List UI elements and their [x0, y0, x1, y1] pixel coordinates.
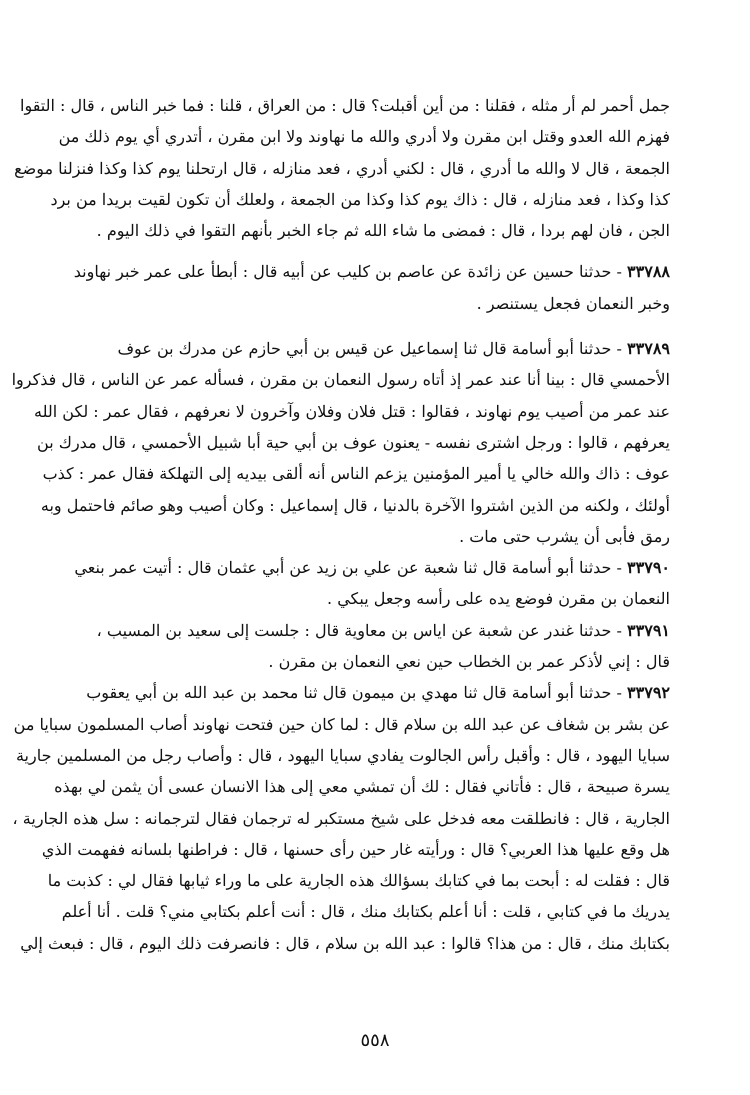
hadith-number: ٣٣٧٩١ [627, 620, 670, 640]
text-line: عند عمر من أصيب يوم نهاوند ، فقالوا : قتل فلان وفلان وآخرون لا نعرفهم ، فقال عمر : لكن الله [34, 401, 670, 421]
text-line: أولئك ، ولكنه من الذين اشتروا الآخرة بالدنيا ، قال إسماعيل : وكان أصيب وهو صائم فاحتمل وبه [40, 495, 670, 515]
text-line: سبايا اليهود ، قال : وأقبل رأس الجالوت يفادي سبايا اليهود ، قال : وأصاب رجل من المسلمين جارية [15, 745, 670, 765]
paragraph-continuation [14, 90, 670, 246]
text-line: الجن ، فان لهم بردا ، قال : فمضى ما شاء الله ثم جاء الخبر بأنهم التقوا في ذلك اليوم . [96, 221, 670, 241]
text-line: الأحمسي قال : بينا أنا عند عمر إذ أتاه رسول النعمان بن مقرن ، فسأله عمر عن الناس ، قال فذكروا [11, 370, 670, 390]
text-line [80, 677, 670, 708]
text-line: قال : إني لأذكر عمر بن الخطاب حين نعي النعمان بن مقرن . [268, 652, 670, 672]
text-line: كذا وكذا ، فعد منازله ، قال : ذاك يوم كذا وكذا من الجمعة ، ولعلك أن تكون لقيت بريدا من برد [50, 189, 670, 209]
text-line: فهزم الله العدو وقتل ابن مقرن ولا أدري والله ما نهاوند ولا ابن مقرن ، أتدري أي يوم ذلك من [58, 127, 670, 147]
hadith-number: ٣٣٧٨٩ [627, 339, 670, 359]
text-line-body: - حدثنا أبو أسامة قال ثنا إسماعيل عن قيس بن أبي حازم عن مدرك بن عوف [117, 339, 622, 359]
text-line [80, 333, 670, 364]
page-body [11, 90, 670, 959]
text-line: بكتابك منك ، قال : من هذا؟ قالوا : عبد الله بن سلام ، قال : فانصرفت ذلك اليوم ، قال : فبعث إلي [20, 933, 670, 953]
text-line: عن بشر بن شغاف عن عبد الله بن سلام قال : لما كان حين فتحت نهاوند أصاب المسلمون سبايا من [13, 714, 670, 734]
hadith-number: ٣٣٧٩٢ [627, 683, 670, 703]
hadith-33788 [73, 256, 670, 319]
hadith-33792 [12, 677, 670, 959]
hadith-33790 [74, 552, 670, 615]
text-line-body: - حدثنا غندر عن شعبة عن اياس بن معاوية قال : جلست إلى سعيد بن المسيب ، [96, 620, 622, 640]
page-number: ٥٥٨ [360, 1030, 390, 1051]
text-line: قال : فقلت له : أبحت بما في كتابك بسؤالك هذه الجارية على ما وراء ثيابها فقال لي : كذبت ما [47, 871, 670, 891]
text-line-body: - حدثنا حسين عن زائدة عن عاصم بن كليب عن أبيه قال : أبطأ على عمر خبر نهاوند [73, 262, 622, 282]
text-line [73, 256, 670, 287]
hadith-33791 [80, 615, 670, 678]
text-line: وخبر النعمان فجعل يستنصر . [476, 293, 670, 313]
text-line [80, 615, 670, 646]
text-line: عوف : ذاك والله خالي يا أمير المؤمنين يزعم الناس أنه ألقى بيديه إلى التهلكة فقال عمر : كذب [42, 464, 670, 484]
hadith-number: ٣٣٧٨٨ [627, 262, 670, 282]
text-line: يعرفهم ، قالوا : ورجل اشترى نفسه - يعنون عوف بن أبي حية أبا شبيل الأحمسي ، قال مدرك بن [37, 432, 670, 452]
text-line: يسرة صبيحة ، قال : فأتاني فقال : لك أن تمشي معي إلى هذا الانسان عسى أن يثمن لي بهذه [54, 777, 670, 797]
text-line: الجمعة ، قال لا والله ما أدري ، قال : لكني أدري ، فعد منازله ، قال ارتحلنا يوم كذا وكذا فنزلنا موضع [14, 158, 670, 178]
hadith-number: ٣٣٧٩٠ [627, 558, 670, 578]
text-line: رمق فأبى أن يشرب حتى مات . [459, 526, 670, 546]
text-line-body: - حدثنا أبو أسامة قال ثنا شعبة عن علي بن زيد عن أبي عثمان قال : أتيت عمر بنعي [74, 558, 622, 578]
text-line: يدريك ما في كتابي ، قلت : أنا أعلم بكتابك منك ، قال : أنت أعلم بكتابي مني؟ قلت . أنا أعلم [61, 902, 670, 922]
text-line: جمل أحمر لم أر مثله ، فقلنا : من أين أقبلت؟ قال : من العراق ، قلنا : فما خبر الناس ، قال : التقوا [20, 96, 670, 115]
text-line-body: - حدثنا أبو أسامة قال ثنا مهدي بن ميمون قال ثنا محمد بن عبد الله بن أبي يعقوب [86, 683, 622, 703]
text-line: الجارية ، قال : فانطلقت معه فدخل على شيخ مستكبر له ترجمان فقال لترجمانه : سل هذه الجارية ، [12, 808, 670, 828]
hadith-33789 [11, 333, 670, 552]
text-line: هل وقع عليها هذا العربي؟ قال : ورأيته غار حين رأى حسنها ، قال : فراطنها بلسانه ففهمت الذي [41, 839, 670, 859]
text-line: النعمان بن مقرن فوضع يده على رأسه وجعل يبكي . [327, 589, 670, 609]
text-line [74, 552, 670, 583]
